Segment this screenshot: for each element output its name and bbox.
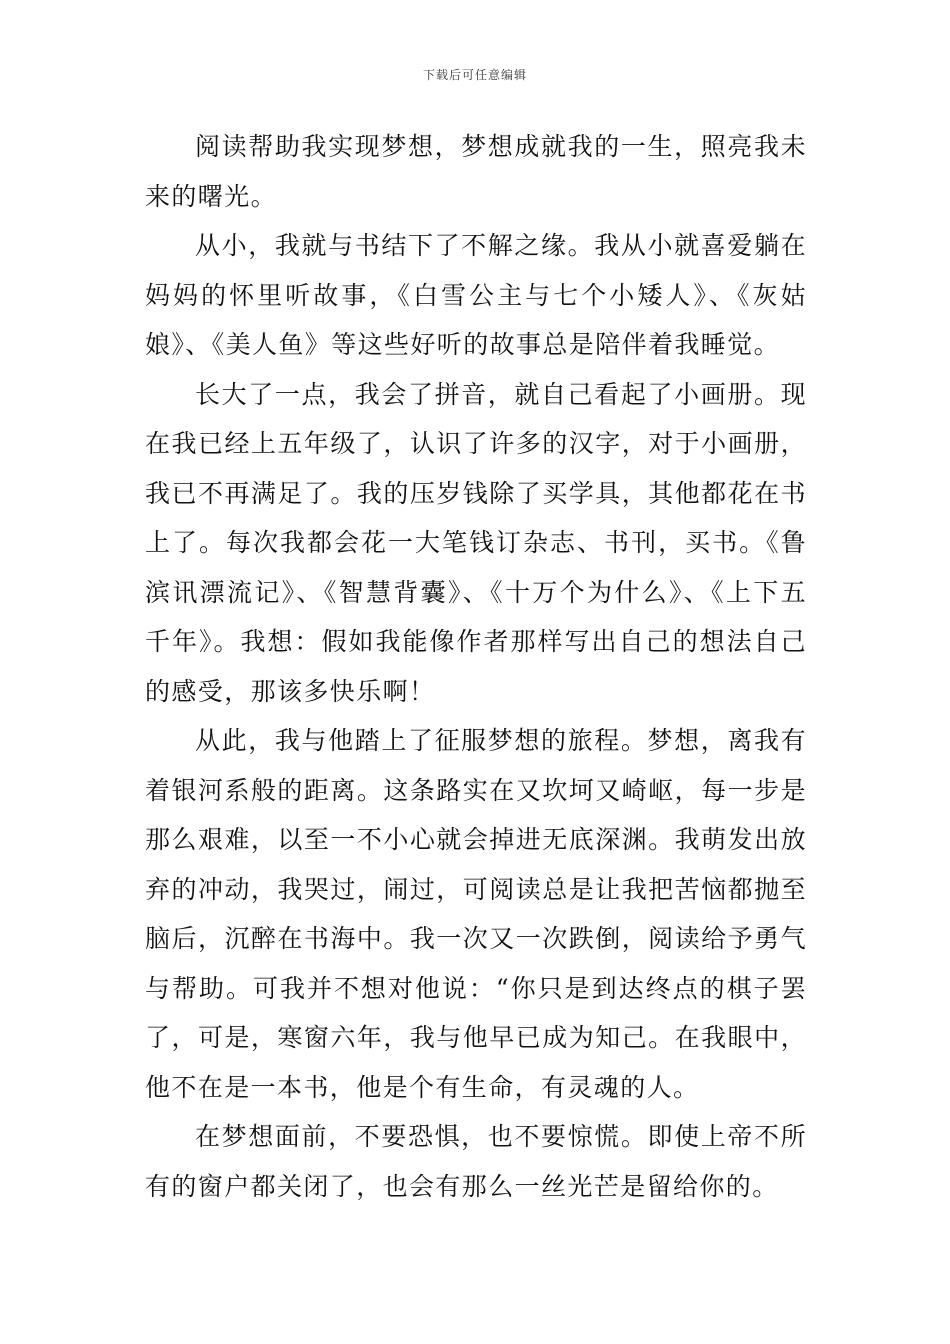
paragraph: 从小，我就与书结下了不解之缘。我从小就喜爱躺在妈妈的怀里听故事，《白雪公主与七个小矮人》、《灰姑娘》、《美人鱼》等这些好听的故事总是陪伴着我睡觉。 [145, 231, 807, 359]
document-body [145, 122, 807, 1211]
paragraph: 长大了一点，我会了拼音，就自己看起了小画册。现在我已经上五年级了，认识了许多的汉字，对于小画册，我已不再满足了。我的压岁钱除了买学具，其他都花在书上了。每次我都会花一大笔钱订杂志、书刊，买书。《鲁滨讯漂流记》、《智慧背囊》、《十万个为什么》、《上下五千年》。我想：假如我能像作者那样写出自己的想法自己的感受，那该多快乐啊！ [145, 379, 807, 706]
paragraph: 阅读帮助我实现梦想，梦想成就我的一生，照亮我未来的曙光。 [145, 132, 807, 211]
paragraph: 从此，我与他踏上了征服梦想的旅程。梦想，离我有着银河系般的距离。这条路实在又坎坷又崎岖，每一步是那么艰难，以至一不小心就会掉进无底深渊。我萌发出放弃的冲动，我哭过，闹过，可阅读总是让我把苦恼都抛至脑后，沉醉在书海中。我一次又一次跌倒，阅读给予勇气与帮助。可我并不想对他说：“你只是到达终点的棋子罢了，可是，寒窗六年，我与他早已成为知己。在我眼中，他不在是一本书，他是个有生命，有灵魂的人。 [145, 726, 807, 1102]
paragraph: 在梦想面前，不要恐惧，也不要惊慌。即使上帝不所有的窗户都关闭了，也会有那么一丝光芒是留给你的。 [145, 1122, 807, 1201]
header-note: 下载后可任意编辑 [422, 68, 527, 82]
